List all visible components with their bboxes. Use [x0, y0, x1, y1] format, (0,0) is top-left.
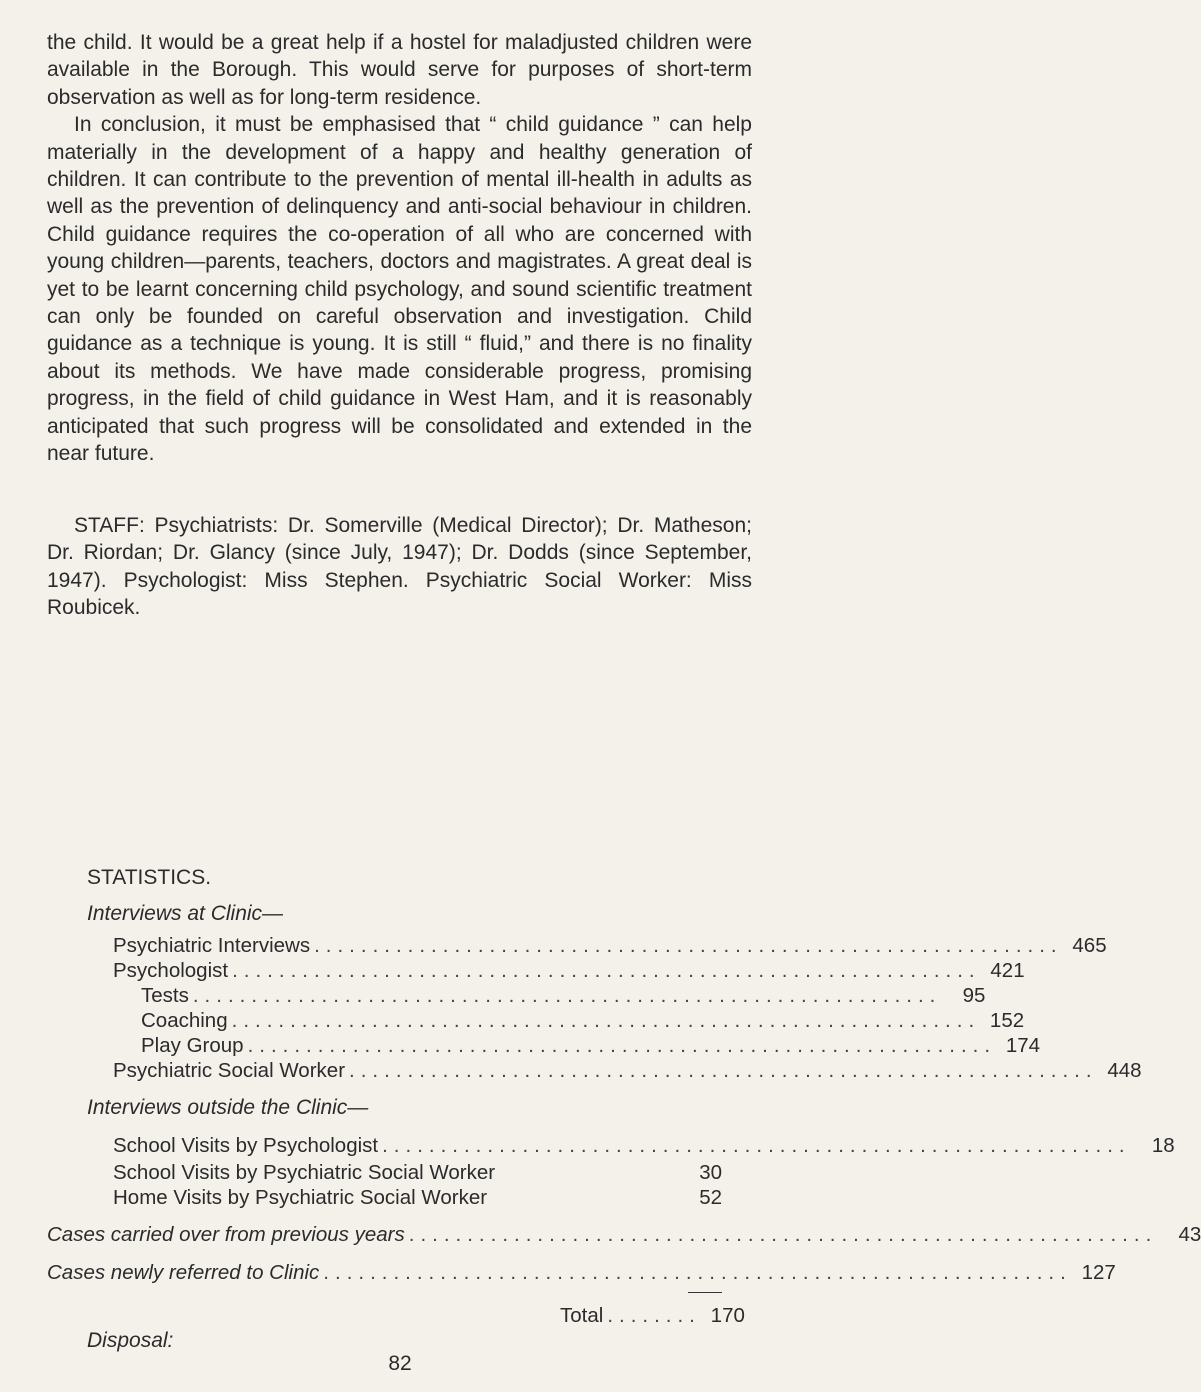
total-row: Total ........ 170: [560, 1304, 745, 1327]
table-row: School Visits by Psychologist ................................................................ 18: [113, 1134, 1175, 1157]
table-row: Psychiatric Social Worker ................................................................ 448: [113, 1059, 1142, 1082]
statistics-heading: STATISTICS.: [87, 866, 212, 889]
cases-carried-row: Cases carried over from previous years ................................................................ 43: [47, 1223, 1201, 1246]
total-rule: [688, 1292, 722, 1293]
staff-paragraph: STAFF: Psychiatrists: Dr. Somerville (Medical Director); Dr. Matheson; Dr. Riordan; Dr. Glancy (since July, 1947); Dr. Dodds (since September, 1947). Psychologist: Miss Stephen. Psychiatric Social Worker: Miss Roubicek.: [47, 514, 752, 620]
table-row: School Visits by Psychiatric Social Worker 30: [113, 1161, 722, 1184]
table-row: Play Group ................................................................ 174: [141, 1034, 1041, 1057]
body-text: [47, 29, 752, 468]
interviews-outside-heading: Interviews outside the Clinic—: [87, 1096, 369, 1119]
page-number: 82: [388, 1352, 412, 1375]
disposal-heading: Disposal:: [87, 1329, 174, 1352]
table-row: Psychologist ................................................................ 421: [113, 959, 1025, 982]
cases-new-row: Cases newly referred to Clinic ................................................................ 127: [47, 1261, 1116, 1284]
table-row: Psychiatric Interviews ................................................................ 465: [113, 934, 1107, 957]
paragraph-conclusion: In conclusion, it must be emphasised that “ child guidance ” can help materially in the development of a happy and healthy generation of children. It can contribute to the prevention of mental ill-health in adults as well as the prevention of delinquency and anti-social behaviour in children. Child guidance requires the co-operation of all who are concerned with young children—parents, teachers, doctors and magistrates. A great deal is yet to be learnt concerning child psychology, and sound scientific treatment can only be founded on careful observation and investigation. Child guidance as a technique is young. It is still “ fluid,” and there is no finality about its methods. We have made considerable progress, promising progress, in the field of child guidance in West Ham, and it is reasonably anticipated that such progress will be consolidated and extended in the near future.: [47, 113, 752, 466]
table-row: Home Visits by Psychiatric Social Worker 52: [113, 1186, 722, 1209]
table-row: Coaching ................................................................ 152: [141, 1009, 1025, 1032]
paragraph-continuation: the child. It would be a great help if a hostel for maladjusted children were available in the Borough. This would serve for purposes of short-term observation as well as for long-term residence.: [47, 31, 752, 109]
interviews-at-clinic-heading: Interviews at Clinic—: [87, 902, 284, 925]
staff-block: [47, 512, 752, 622]
table-row: Tests ................................................................ 95: [141, 984, 986, 1007]
